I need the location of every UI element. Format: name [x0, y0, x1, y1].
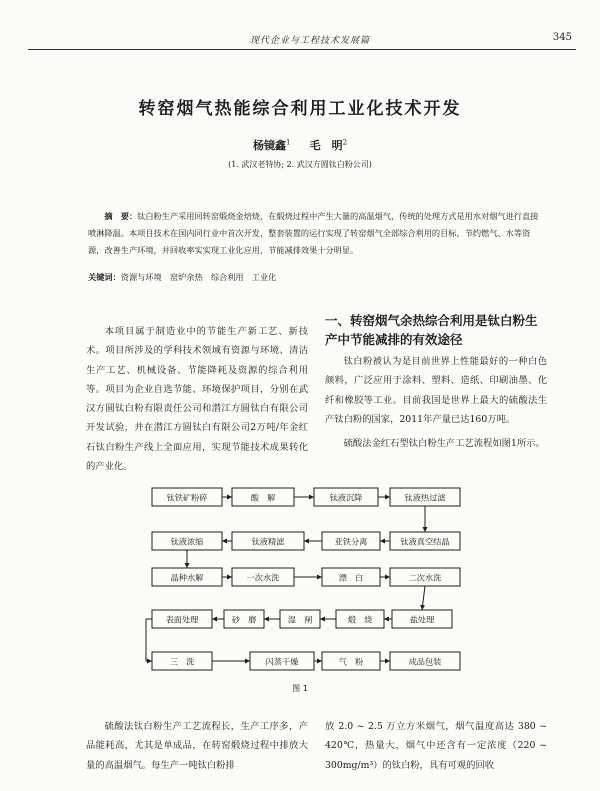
flow-step-label: 湿 闸 — [287, 614, 313, 625]
flow-step-label: 钛液真空结晶 — [400, 536, 450, 547]
author-name: 杨镜鑫 — [252, 139, 286, 152]
abstract-label: 摘 要： — [104, 211, 138, 221]
flow-step-label: 成品包装 — [408, 656, 442, 667]
flow-step-label: 钛液浓缩 — [170, 536, 204, 547]
flow-step-label: 钛铁矿粉碎 — [166, 492, 208, 503]
flow-step-label: 三 洗 — [169, 656, 195, 667]
keywords-text: 资源与环境 窑炉余热 综合利用 工业化 — [120, 272, 277, 282]
flow-step-label: 钛液精滤 — [251, 536, 285, 547]
journal-name: 现代企业与工程技术发展篇 — [250, 36, 371, 46]
abstract-text: 钛白粉生产采用回转窑煅烧金焙烧，在煅烧过程中产生大量的高温烟气，传统的处理方式是用水对烟气进行直接喷淋降温。本项目技术在国内同行业中首次开发，整套装置的运行实现了转窑烟气全部综合利用的目标，节约燃气、水等资源，改善生产环境，并回收率实实现工业化应用，节能减排效果十分明显。 — [88, 211, 539, 255]
author-mark: 1 — [285, 138, 291, 147]
affiliation: (1. 武汉老特协; 2. 武汉方圆钛白粉公司) — [228, 160, 372, 169]
page-number: 345 — [552, 32, 572, 43]
flow-step-label: 气 粉 — [338, 656, 364, 667]
flow-arrow — [422, 586, 425, 610]
body-paragraph: 钛白粉被认为是目前世界上性能最好的一种白色颜料，广泛应用于涂料、塑料、造纸、印刷油墨、化纤和橡胶等工业。目前我国是世界上最大的硫酸法生产钛白粉的国家，2011年产量已达160万吨。 — [325, 356, 547, 425]
flow-step-label: 亚铁分离 — [334, 536, 368, 547]
body-paragraph: 硫酸法金红石型钛白粉生产工艺流程如图1所示。 — [343, 438, 545, 450]
flow-step-label: 一次水洗 — [246, 572, 280, 583]
flow-step-label: 砂 磨 — [231, 614, 257, 625]
flow-step-label: 酸 解 — [250, 492, 276, 503]
flow-step-label: 钛液沉降 — [329, 492, 363, 503]
keywords-label: 关键词： — [88, 272, 121, 282]
section-heading: 一、转窑烟气余热综合利用是钛白粉生产中节能减排的有效途径 — [325, 313, 538, 347]
flow-step-label: 晶种水解 — [170, 572, 204, 583]
body-paragraph: 放 2.0 ~ 2.5 万立方米烟气，烟气温度高达 380 ~ 420℃，热量大，烟气中还含有一定浓度（220 ~ 300mg/m³）的钛白粉，具有可观的回收 — [325, 721, 547, 771]
flow-step-label: 表面处理 — [165, 614, 199, 625]
flow-step-label: 煅 烧 — [347, 614, 373, 625]
body-paragraph: 硫酸法钛白粉生产工艺流程长，生产工序多，产品能耗高，尤其是单成品，在转窑煅烧过程中排放大量的高温烟气。每生产一吨钛白粉排 — [86, 721, 308, 771]
flow-step-label: 钛液热过滤 — [404, 492, 446, 503]
author-name: 毛 明 — [309, 139, 343, 152]
author-mark: 2 — [342, 138, 348, 147]
intro-paragraph: 本项目属于制造业中的节能生产新工艺、新技术。项目所涉及的学科技术领域有资源与环境、清洁生产工艺、机械设备、节能降耗及资源的综合利用等。项目为企业自选节能、环境保护项目，分别在武汉方圆钛白粉有限责任公司和潜江方圆钛白有限公司开发试验，并在潜江方圆钛白有限公司2万吨/年金红石钛白粉生产线上全面应用，实现节能技术成果转化的产业化。 — [86, 326, 308, 473]
flow-step-label: 二次水洗 — [408, 572, 442, 583]
flow-step-label: 漂 白 — [338, 572, 364, 583]
paper-title: 转窑烟气热能综合利用工业化技术开发 — [138, 99, 462, 119]
figure-caption: 图 1 — [292, 684, 308, 693]
flow-step-label: 盐处理 — [409, 614, 435, 625]
flow-step-label: 闪蒸干燥 — [265, 656, 299, 667]
